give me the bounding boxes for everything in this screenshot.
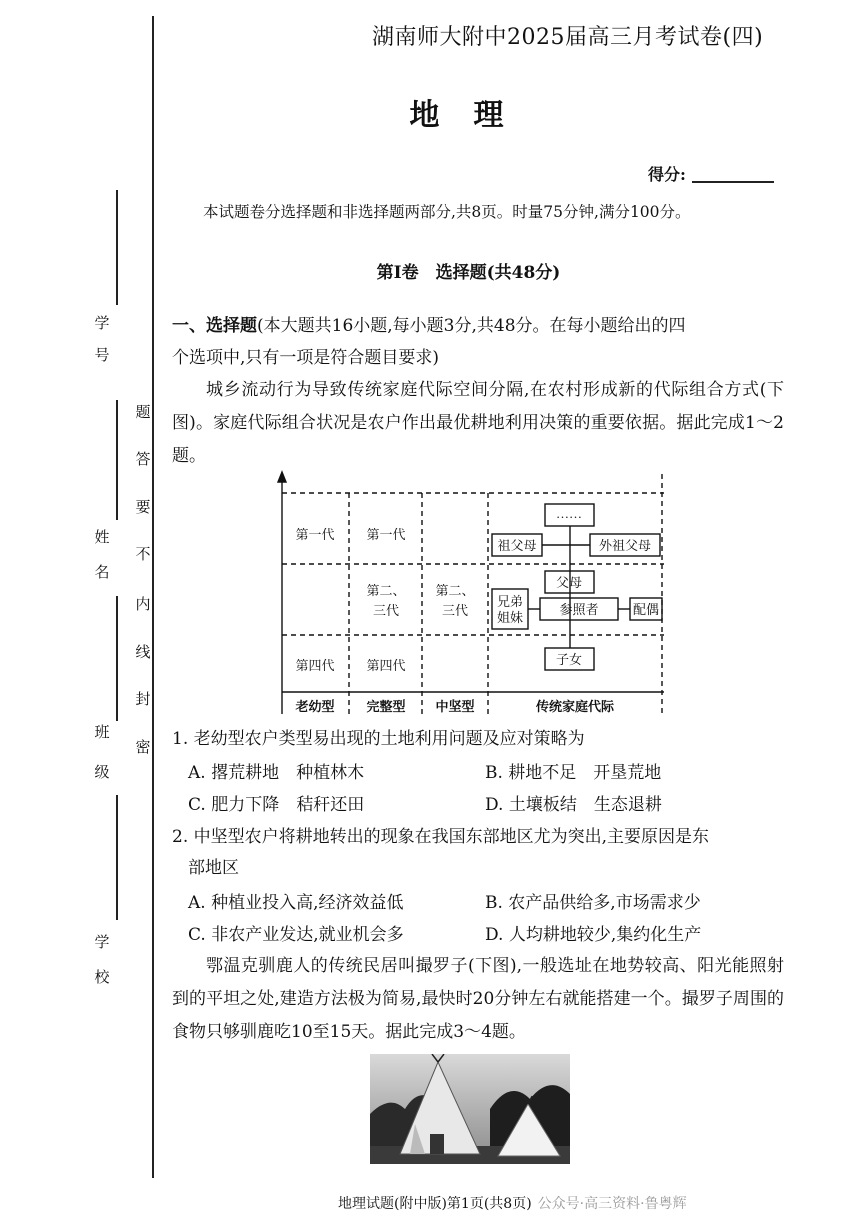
seal-char-4: 不: [135, 545, 151, 563]
score-blank: [692, 181, 774, 183]
diagram-gen1-b: 第一代: [366, 527, 406, 542]
passage-1: 城乡流动行为导致传统家庭代际空间分隔,在农村形成新的代际组合方式(下图)。家庭代际组合状况是农户作出最优耕地利用决策的重要依据。据此完成1～2题。: [172, 380, 784, 466]
box-ellipsis: ……: [556, 506, 582, 521]
diagram-gen23-b1: 第二、: [366, 583, 406, 598]
q2-option-c[interactable]: C. 非农产业发达,就业机会多: [188, 925, 404, 945]
student-id-blank: [116, 190, 118, 305]
diagram-gen23-b2: 三代: [372, 603, 400, 618]
page-footer: 地理试题(附中版)第1页(共8页) 公众号·高三资料·鲁粤辉: [338, 1196, 687, 1212]
exam-title: 湖南师大附中2025届高三月考试卷(四): [372, 25, 764, 50]
diagram-col-label-3: 中坚型: [435, 699, 475, 714]
name-label-1: 姓: [94, 528, 110, 546]
watermark-text: 公众号·高三资料·鲁粤辉: [537, 1196, 687, 1212]
school-blank: [116, 795, 118, 920]
student-id-label-1: 学: [94, 314, 110, 332]
seal-char-3: 要: [135, 498, 151, 516]
school-label-1: 学: [94, 933, 110, 951]
seal-char-6: 线: [135, 643, 151, 661]
diagram-col-label-2: 完整型: [366, 699, 406, 714]
seal-char-1: 题: [135, 403, 151, 421]
q1-option-b[interactable]: B. 耕地不足 开垦荒地: [485, 763, 662, 783]
q1-option-a[interactable]: A. 撂荒耕地 种植林木: [188, 763, 365, 783]
class-blank-upper: [116, 596, 118, 721]
box-maternal-grandparents: 外祖父母: [598, 538, 652, 553]
box-siblings-2: 姐妹: [496, 610, 524, 625]
class-label-2: 级: [94, 763, 110, 781]
question-1-stem: 1. 老幼型农户类型易出现的土地利用问题及应对策略为: [172, 729, 585, 749]
family-generation-diagram: [272, 470, 670, 718]
box-siblings-1: 兄弟: [496, 594, 524, 609]
diagram-gen4-a: 第四代: [295, 658, 335, 673]
exam-instructions: 本试题卷分选择题和非选择题两部分,共8页。时量75分钟,满分100分。: [203, 203, 691, 221]
seal-char-7: 封: [135, 690, 151, 708]
tent-photo: [370, 1054, 570, 1164]
question-2-stem: 2. 中坚型农户将耕地转出的现象在我国东部地区尤为突出,主要原因是东: [172, 827, 710, 847]
diagram-col-label-1: 老幼型: [295, 699, 335, 714]
box-children: 子女: [555, 652, 583, 667]
q2-option-a[interactable]: A. 种植业投入高,经济效益低: [188, 893, 404, 913]
section-heading-line2: 个选项中,只有一项是符合题目要求): [172, 348, 440, 368]
q2-option-d[interactable]: D. 人均耕地较少,集约化生产: [485, 925, 702, 945]
q1-option-c[interactable]: C. 肥力下降 秸秆还田: [188, 795, 365, 815]
box-self: 参照者: [559, 602, 599, 617]
diagram-gen23-c2: 三代: [441, 603, 469, 618]
score-label: 得分:: [648, 165, 686, 184]
diagram-col-label-4: 传统家庭代际: [535, 699, 615, 714]
subject-title: 地理: [409, 98, 538, 133]
q1-option-d[interactable]: D. 土壤板结 生态退耕: [485, 795, 662, 815]
school-label-2: 校: [94, 968, 110, 986]
name-label-2: 名: [94, 563, 110, 581]
box-parents: 父母: [555, 575, 583, 590]
name-blank: [116, 400, 118, 520]
student-id-label-2: 号: [94, 346, 110, 364]
question-2-stem-line2: 部地区: [188, 858, 239, 878]
box-grandparents: 祖父母: [497, 538, 537, 553]
section-heading: 一、选择题(本大题共16小题,每小题3分,共48分。在每小题给出的四: [172, 316, 686, 336]
seal-char-5: 内: [135, 595, 151, 613]
box-spouse: 配偶: [632, 602, 660, 617]
passage-2: 鄂温克驯鹿人的传统民居叫撮罗子(下图),一般选址在地势较高、阳光能照射到的平坦之处,建造方法极为简易,最快时20分钟左右就能搭建一个。撮罗子周围的食物只够驯鹿吃10至15天。据此完成3～4题。: [172, 956, 784, 1042]
diagram-gen1-a: 第一代: [295, 527, 335, 542]
class-label-1: 班: [94, 723, 110, 741]
part-one-title: 第Ⅰ卷 选择题(共48分): [376, 263, 561, 283]
seal-char-2: 答: [135, 450, 151, 468]
seal-char-8: 密: [135, 738, 151, 756]
diagram-gen23-c1: 第二、: [435, 583, 475, 598]
q2-option-b[interactable]: B. 农产品供给多,市场需求少: [485, 893, 701, 913]
diagram-gen4-b: 第四代: [366, 658, 406, 673]
